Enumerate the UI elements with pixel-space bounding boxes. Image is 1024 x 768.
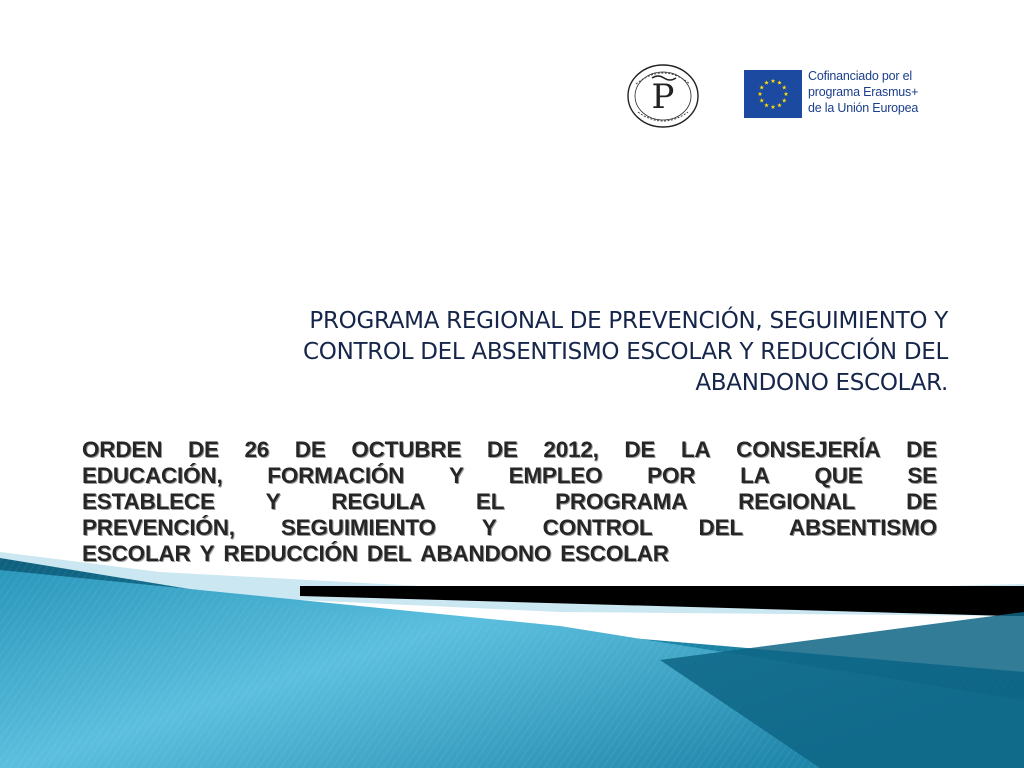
title-line: CONTROL DEL ABSENTISMO ESCOLAR Y REDUCCIÓN DEL (303, 339, 948, 365)
body-word: ABANDONO (420, 541, 552, 566)
body-word: REGULA (331, 489, 426, 514)
body-word: PROGRAMA (555, 489, 688, 514)
body-word: EMPLEO (508, 463, 603, 488)
body-word: EL (475, 489, 505, 514)
body-word: Y (265, 489, 281, 514)
title-line: PROGRAMA REGIONAL DE PREVENCIÓN, SEGUIMIENTO Y (309, 308, 948, 334)
body-word: Y (199, 541, 215, 566)
body-word: DE (486, 437, 518, 462)
body-word: 26 (244, 437, 270, 462)
eu-caption-line: Cofinanciado por el (808, 69, 912, 83)
eu-caption-line: de la Unión Europea (808, 101, 919, 115)
body-word: LA (740, 463, 770, 488)
body-word: ESTABLECE (82, 489, 215, 514)
body-word: DEL (366, 541, 412, 566)
body-word: Y (481, 515, 497, 540)
body-word: DEL (698, 515, 743, 540)
body-word: SEGUIMIENTO (280, 515, 436, 540)
title-line: ABANDONO ESCOLAR. (695, 370, 948, 396)
body-line (82, 463, 937, 489)
eu-cofinancing-caption (808, 68, 1008, 116)
body-word: REDUCCIÓN (223, 541, 358, 566)
body-word: 2012, (543, 437, 599, 462)
body-word: Y (448, 463, 464, 488)
body-word: POR (647, 463, 696, 488)
body-word: ORDEN (82, 437, 163, 462)
body-word: EDUCACIÓN, (82, 463, 223, 488)
body-word: DE (906, 437, 937, 462)
body-word: REGIONAL (738, 489, 856, 514)
body-word: SE (907, 463, 937, 488)
body-word: CONTROL (542, 515, 653, 540)
body-word: ESCOLAR (560, 541, 669, 566)
eu-flag-icon (744, 70, 802, 118)
body-word: CONSEJERÍA (736, 437, 881, 462)
body-word: OCTUBRE (351, 437, 462, 462)
body-line (82, 515, 937, 541)
body-word: FORMACIÓN (267, 463, 405, 488)
eu-caption-line: programa Erasmus+ (808, 85, 919, 99)
body-word: QUE (814, 463, 863, 488)
body-word: ABSENTISMO (788, 515, 937, 540)
body-word: LA (680, 437, 711, 462)
body-word: PREVENCIÓN, (82, 515, 235, 540)
p-seal-logo-icon (624, 60, 702, 132)
slide-title (150, 306, 948, 399)
body-word: DE (187, 437, 219, 462)
body-line (82, 489, 937, 515)
body-line (82, 437, 937, 463)
svg-text:P: P (651, 77, 675, 117)
body-word: ESCOLAR (82, 541, 191, 566)
decorative-wave-band (0, 540, 1024, 768)
body-word: DE (294, 437, 326, 462)
body-word: DE (906, 489, 937, 514)
body-word: DE (624, 437, 656, 462)
